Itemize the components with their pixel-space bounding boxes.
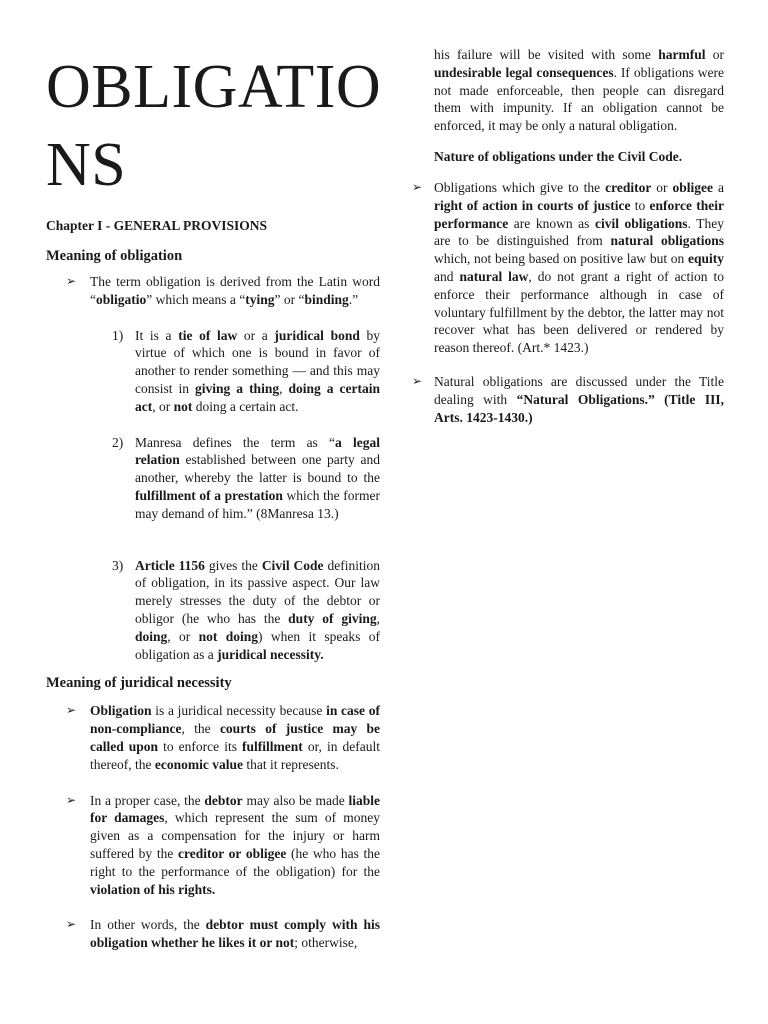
continued-paragraph: his failure will be visited with some harmful or undesirable legal consequences. If obligations were not made enforceable, then people can disregard them with impunity. If an obligation cannot be enforced, it may be only a natural obligation. — [434, 47, 725, 134]
list-item: ➢ Obligation is a juridical necessity because in case of non-compliance, the courts of justice may be called upon to enforce its fulfillment or, in default thereof, the economic value that it represents. — [66, 703, 381, 772]
arrow-bullet-icon: ➢ — [66, 703, 77, 718]
meaning-heading: Meaning of obligation — [46, 248, 183, 264]
list-item: ➢ The term obligation is derived from the Latin word “obligatio” which means a “tying” or “binding.” — [66, 274, 380, 307]
list-item: 3) Article 1156 gives the Civil Code definition of obligation, in its passive aspect. Our law merely stresses the duty of the debtor or obligor (he who has the duty of giving, doing, or not doing) when it speaks of obligation as a juridical necessity. — [112, 557, 380, 662]
list-item: 2) Manresa defines the term as “a legal relation established between one party and another, whereby the latter is bound to the fulfillment of a prestation which the former may demand of him.” (8Manresa 13.) — [112, 434, 380, 521]
chapter-heading: Chapter I - GENERAL PROVISIONS — [46, 218, 268, 233]
arrow-bullet-icon: ➢ — [66, 274, 77, 288]
arrow-bullet-icon: ➢ — [66, 792, 77, 807]
left-column — [46, 0, 380, 952]
arrow-bullet-icon: ➢ — [412, 179, 423, 194]
nature-heading: Nature of obligations under the Civil Code. — [434, 148, 683, 164]
page-title: OBLIGATIONS — [46, 53, 382, 199]
list-item: ➢ Obligations which give to the creditor or obligee a right of action in courts of justice to enforce their performance are known as civil obligations. They are to be distinguished from natural obligations which, not being based on positive law but on equity and natural law, do not grant a right of action to enforce their performance although in case of voluntary fulfillment by the debtor, the latter may not recover what has been delivered or rendered by reason thereof. (Art.* 1423.) — [412, 179, 724, 356]
list-item: ➢ In other words, the debtor must comply with his obligation whether he likes it or not; otherwise, — [66, 917, 380, 951]
right-column — [412, 0, 724, 426]
juridical-heading: Meaning of juridical necessity — [46, 675, 232, 692]
arrow-bullet-icon: ➢ — [412, 373, 423, 388]
arrow-bullet-icon: ➢ — [66, 917, 77, 932]
list-item: ➢ Natural obligations are discussed under the Title dealing with “Natural Obligations.” (Title III, Arts. 1423-1430.) — [412, 373, 724, 425]
list-item: 1) It is a tie of law or a juridical bond by virtue of which one is bound in favor of another to render something — and this may consist in giving a thing, doing a certain act, or not doing a certain act. — [112, 327, 380, 414]
list-item: ➢ In a proper case, the debtor may also be made liable for damages, which represent the sum of money given as a compensation for the injury or harm suffered by the creditor or obligee (he who has the right to the performance of the obligation) for the violation of his rights. — [66, 792, 380, 897]
